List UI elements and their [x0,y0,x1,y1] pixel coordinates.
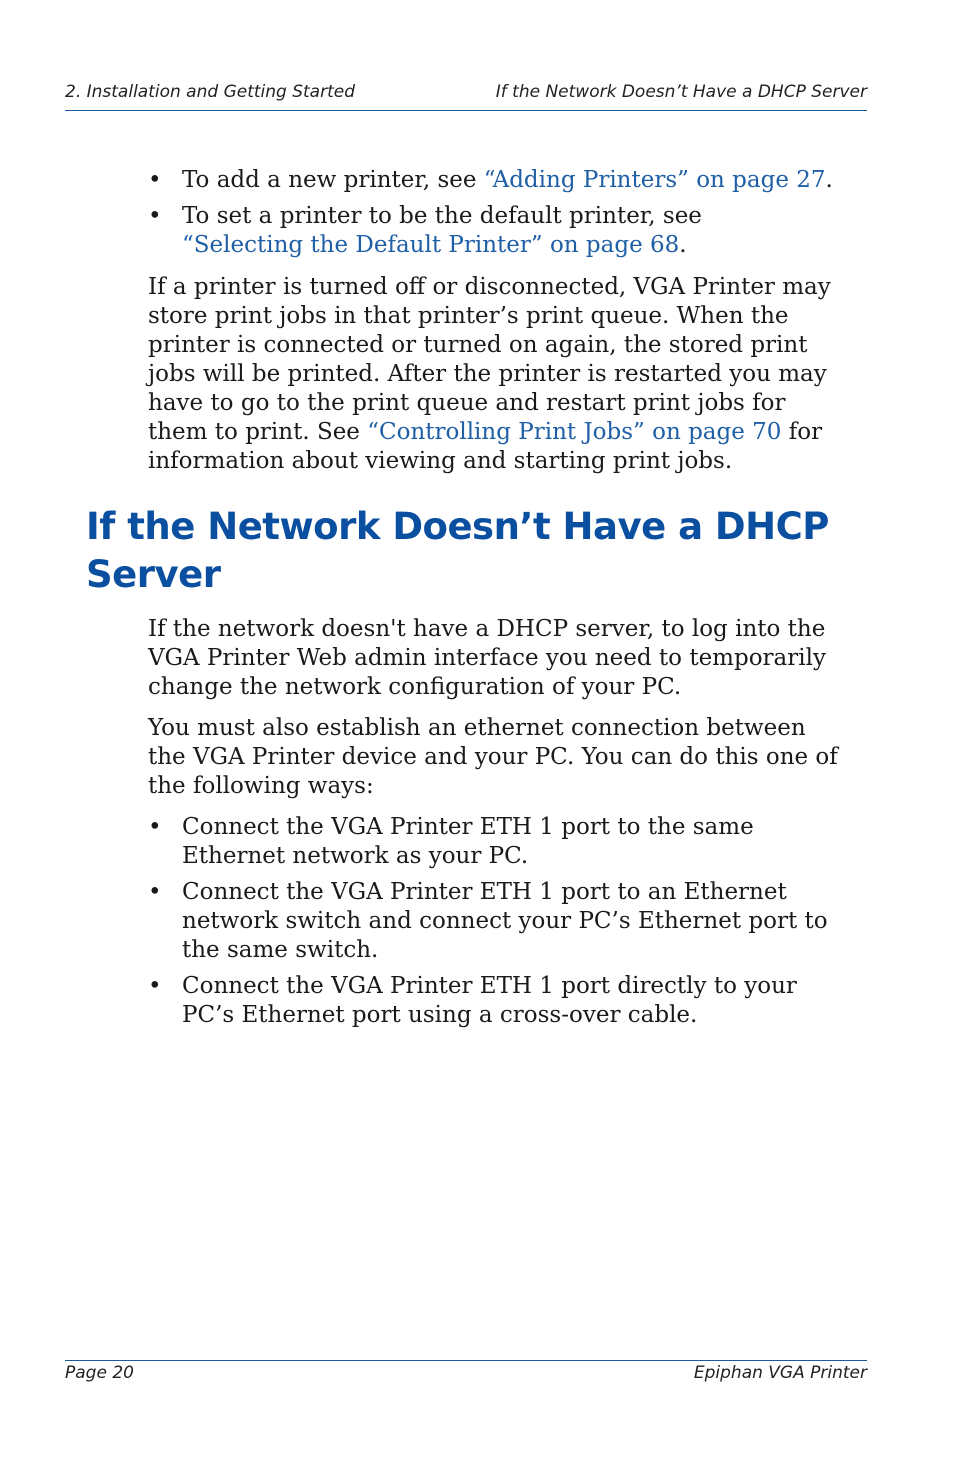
list-item: • Connect the VGA Printer ETH 1 port to the same Ethernet network as your PC. [148,814,754,869]
paragraph-ethernet: You must also establish an ethernet connection between the VGA Printer device and your PC. You can do this one of the following ways: [148,715,838,799]
footer-page-number: Page 20 [65,1363,134,1383]
page-footer [65,1360,867,1392]
section-heading: If the Network Doesn’t Have a DHCP Server [86,505,829,596]
bullet-glyph: • [148,973,162,999]
bullet-glyph: • [148,167,162,193]
list-item: • To set a printer to be the default printer, see “Selecting the Default Printer” on page 68. [148,203,702,258]
list-item: • Connect the VGA Printer ETH 1 port directly to your PC’s Ethernet port using a cross-over cable. [148,973,797,1028]
top-bullet-list [148,166,848,260]
header-chapter: 2. Installation and Getting Started [65,82,356,102]
page-header [65,80,867,111]
list-item: • Connect the VGA Printer ETH 1 port to an Ethernet network switch and connect your PC’s Ethernet port to the same switch. [148,879,828,963]
list-item: • To add a new printer, see “Adding Printers” on page 27. [148,167,833,193]
bullet-glyph: • [148,879,162,905]
link-adding-printers[interactable]: “Adding Printers” on page 27 [483,167,826,193]
bullet-glyph: • [148,814,162,840]
top-bullet-list-block [148,166,848,260]
paragraph-print-queue: If a printer is turned off or disconnected, VGA Printer may store print jobs in that printer’s print queue. When the printer is connected or turned on again, the stored print jobs will be printed. After the printer is restarted you may have to go to the print queue and restart print jobs for them to print. See “Controlling Print Jobs” on page 70 for information about viewing and starting print jobs. [148,274,831,474]
bottom-bullet-list-block [148,813,838,1030]
bottom-bullet-list [148,813,838,1030]
bullet-glyph: • [148,203,162,229]
link-selecting-default-printer[interactable]: “Selecting the Default Printer” on page 68 [182,232,680,258]
header-section: If the Network Doesn’t Have a DHCP Server [495,82,867,102]
footer-product-name: Epiphan VGA Printer [693,1363,867,1383]
link-controlling-print-jobs[interactable]: “Controlling Print Jobs” on page 70 [367,419,782,445]
paragraph-no-dhcp: If the network doesn't have a DHCP server, to log into the VGA Printer Web admin interface you need to temporarily change the network configuration of your PC. [148,616,826,700]
